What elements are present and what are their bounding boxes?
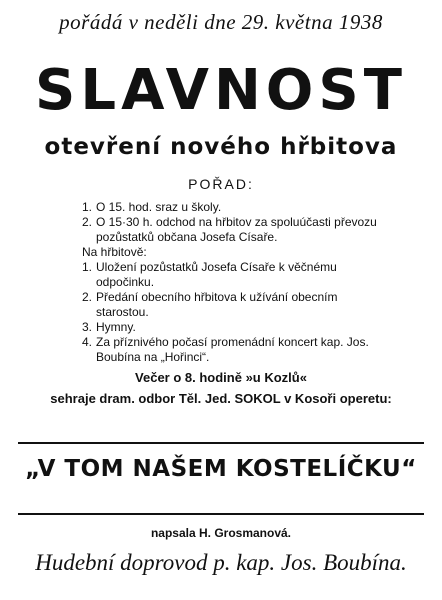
item-number: 1.	[82, 260, 93, 274]
item-number: 3.	[82, 320, 93, 334]
program-list	[82, 200, 382, 365]
item-number: 4.	[82, 335, 93, 349]
operetta-title: „V TOM NAŠEM KOSTELÍČKU“	[25, 456, 417, 482]
music-accompaniment-line: Hudební doprovod p. kap. Jos. Boubína.	[35, 550, 407, 575]
item-text: Hymny.	[96, 320, 136, 334]
evening-line: Večer o 8. hodině »u Kozlů«	[135, 370, 307, 385]
program-item	[82, 260, 382, 290]
item-number: 2.	[82, 215, 93, 229]
poster-subtitle: otevření nového hřbitova	[44, 134, 398, 160]
author-line: napsala H. Grosmanová.	[150, 526, 292, 540]
item-text: Předání obecního hřbitova k užívání obecním starostou.	[96, 290, 338, 319]
item-text: O 15. hod. sraz u školy.	[96, 200, 222, 214]
program-item	[82, 290, 382, 320]
program-item	[82, 215, 382, 245]
poster-title: SLAVNOST	[35, 58, 407, 123]
divider-top	[18, 442, 424, 444]
cemetery-section-label: Na hřbitově:	[82, 245, 147, 259]
item-number: 1.	[82, 200, 93, 214]
program-heading: POŘAD:	[188, 176, 254, 192]
divider-bottom	[18, 513, 424, 515]
program-item	[82, 320, 382, 335]
item-number: 2.	[82, 290, 93, 304]
program-item	[82, 200, 382, 215]
item-text: Uložení pozůstatků Josefa Císaře k věčnému odpočinku.	[96, 260, 337, 289]
item-text: Za příznivého počasí promenádní koncert kap. Jos. Boubína na „Hořinci“.	[96, 335, 369, 364]
program-item	[82, 335, 382, 365]
event-date-line: pořádá v neděli dne 29. května 1938	[59, 10, 383, 34]
performance-line: sehraje dram. odbor Těl. Jed. SOKOL v Kosoři operetu:	[50, 391, 392, 406]
item-text: O 15·30 h. odchod na hřbitov za spoluúčasti převozu pozůstatků občana Josefa Císaře.	[96, 215, 377, 244]
